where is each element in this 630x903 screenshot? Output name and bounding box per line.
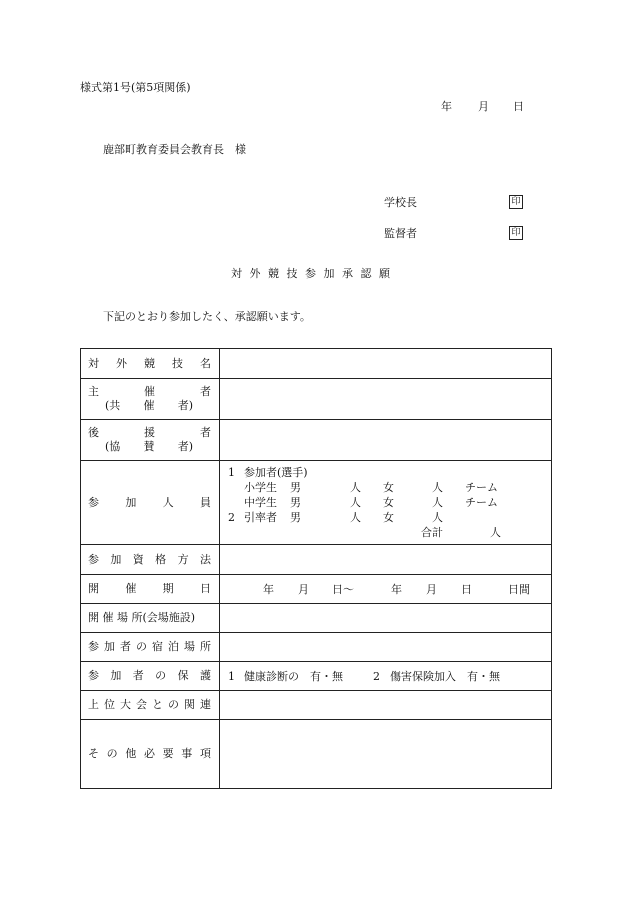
organizer-field[interactable] [220, 379, 551, 419]
date-day-label: 日 [513, 100, 524, 113]
event-name-label: 対 外 競 技 名 [88, 356, 211, 370]
other-field[interactable] [220, 720, 551, 788]
supervisor-label: 監督者 [384, 227, 417, 240]
lodging-field[interactable] [220, 633, 551, 661]
event-name-field[interactable] [220, 349, 551, 378]
qualification-field[interactable] [220, 545, 551, 574]
intro-text: 下記のとおり参加したく、承認願います。 [103, 310, 311, 323]
participants-label: 参 加 人 員 [88, 495, 211, 509]
date-year-label: 年 [441, 100, 452, 113]
qualification-label: 参 加 資 格 方 法 [88, 552, 211, 566]
other-label: そ の 他 必 要 事 項 [88, 747, 211, 760]
application-table [80, 348, 552, 789]
document-title: 対 外 競 技 参 加 承 認 願 [231, 267, 392, 280]
supervisor-seal-mark: 印 [509, 226, 523, 240]
period-field[interactable]: 年 月 日〜 年 月 日 日間 [263, 583, 530, 596]
organizer-label: 主 催 者 (共 催 者) [88, 385, 211, 412]
sponsor-label: 後 援 者 (協 賛 者) [88, 426, 211, 453]
principal-seal-mark: 印 [509, 195, 523, 209]
date-month-label: 月 [478, 100, 489, 113]
addressee: 鹿部町教育委員会教育長 様 [103, 143, 246, 156]
form-number: 様式第1号(第5項関係) [80, 81, 191, 94]
principal-label: 学校長 [384, 196, 417, 209]
lodging-label: 参 加 者 の 宿 泊 場 所 [88, 640, 211, 653]
sponsor-field[interactable] [220, 420, 551, 460]
venue-label: 開 催 場 所(会場施設) [88, 611, 196, 624]
protection-label: 参 加 者 の 保 護 [88, 669, 211, 682]
participants-field[interactable]: 1 参加者(選手) 小学生 男 人 女 人 チーム 中学生 男 人 女 人 チーム 2 引率者 男 人 女 人 合計 人 [228, 466, 501, 539]
period-label: 開 催 期 日 [88, 582, 211, 595]
venue-field[interactable] [220, 604, 551, 632]
protection-field[interactable]: 1 健康診断の 有・無 2 傷害保険加入 有・無 [228, 670, 500, 683]
upper-tournament-label: 上 位 大 会 と の 関 連 [88, 698, 211, 711]
upper-tournament-field[interactable] [220, 691, 551, 719]
